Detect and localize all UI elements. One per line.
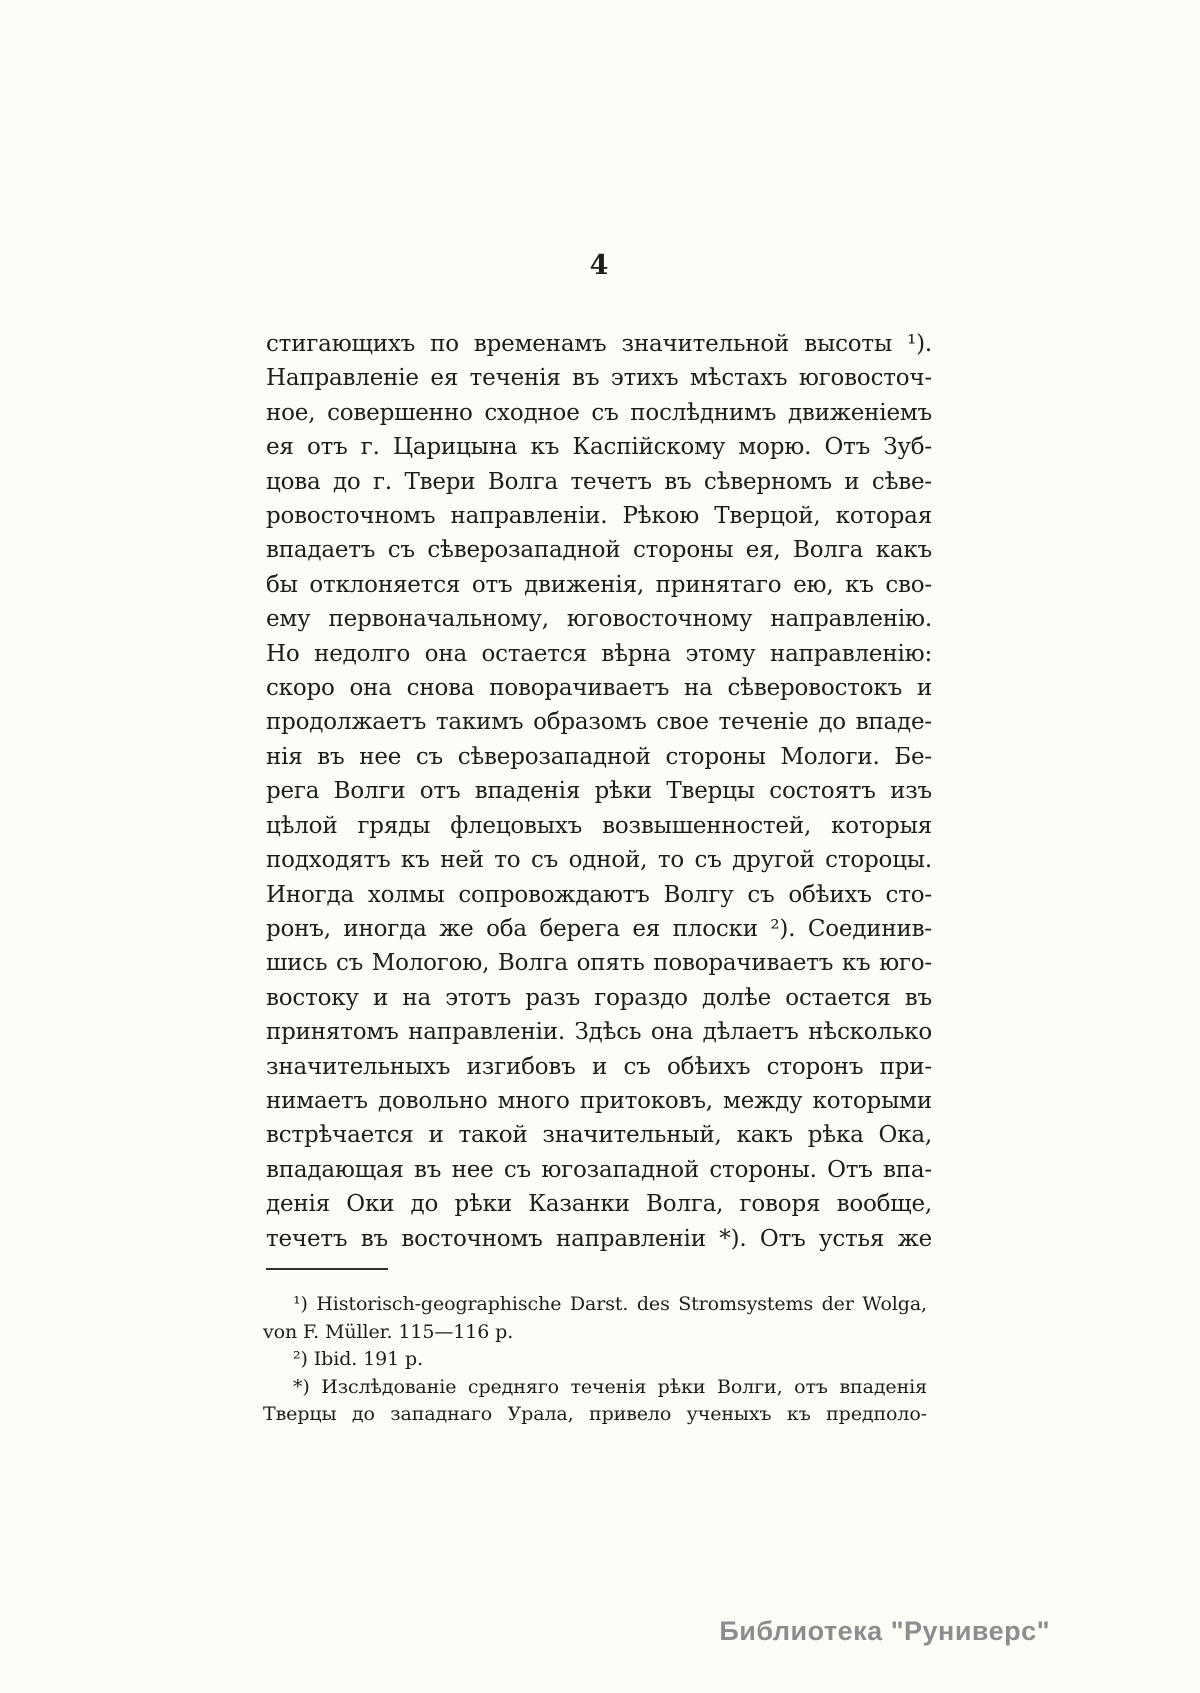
text-line: Иногда холмы сопровождаютъ Волгу съ обѣихъ сто-: [266, 881, 932, 908]
footnote-separator-rule: [266, 1268, 388, 1270]
footnote-line: Тверцы до западнаго Урала, привело ученыхъ къ предполо-: [263, 1403, 927, 1426]
text-line: Направленіе ея теченія въ этихъ мѣстахъ юговосточ-: [266, 365, 932, 392]
text-line: подходятъ къ ней то съ одной, то съ другой стороцы.: [266, 847, 932, 874]
text-line: Но недолго она остается вѣрна этому направленію:: [266, 640, 932, 667]
footnote-line: *) Изслѣдованіе средняго теченія рѣки Волги, отъ впаденія: [293, 1375, 927, 1398]
footnotes-block: [263, 1291, 927, 1429]
text-line: впадаетъ съ сѣверозападной стороны ея, Волга какъ: [266, 537, 932, 564]
footnote-line: von F. Müller. 115—116 p.: [263, 1320, 514, 1343]
text-line: рега Волги отъ впаденія рѣки Тверцы состоятъ изъ: [266, 778, 932, 805]
text-line: продолжаетъ такимъ образомъ свое теченіе до впаде-: [266, 709, 932, 736]
text-line: ему первоначальному, юговосточному направленію.: [266, 606, 932, 633]
text-line: цова до г. Твери Волга течетъ въ сѣверномъ и сѣве-: [266, 468, 932, 495]
text-line: принятомъ направленіи. Здѣсь она дѣлаетъ нѣсколько: [266, 1019, 932, 1046]
text-line: ровосточномъ направленіи. Рѣкою Тверцой, которая: [266, 503, 932, 530]
text-line: бы отклоняется отъ движенія, принятаго ею, къ сво-: [266, 571, 932, 598]
text-line: шись съ Мологою, Волга опять поворачиваетъ къ юго-: [266, 950, 932, 977]
main-text-block: [266, 327, 932, 1256]
text-line: встрѣчается и такой значительный, какъ рѣка Ока,: [266, 1122, 932, 1149]
text-line: ное, совершенно сходное съ послѣднимъ движеніемъ: [266, 399, 932, 426]
text-line: скоро она снова поворачиваетъ на сѣверовостокъ и: [266, 675, 932, 702]
library-watermark: Библиотека "Руниверс": [719, 1616, 1050, 1646]
text-line: ея отъ г. Царицына къ Каспійскому морю. Отъ Зуб-: [266, 434, 932, 461]
footnote-line: ²) Ibid. 191 p.: [293, 1348, 424, 1371]
text-line: нимаетъ довольно много притоковъ, между которыми: [266, 1087, 932, 1114]
text-line: значительныхъ изгибовъ и съ обѣихъ сторонъ при-: [266, 1053, 932, 1080]
text-line: востоку и на этотъ разъ гораздо долѣе остается въ: [266, 984, 932, 1011]
page-number: 4: [589, 250, 609, 281]
text-line: нія въ нее съ сѣверозападной стороны Мологи. Бе-: [266, 743, 932, 770]
footnote-line: ¹) Historisch-geographische Darst. des Stromsystems der Wolga,: [293, 1293, 927, 1315]
text-line: течетъ въ восточномъ направленіи *). Отъ устья же: [266, 1225, 932, 1252]
text-line: стигающихъ по временамъ значительной высоты ¹).: [266, 331, 932, 357]
text-line: цѣлой гряды флецовыхъ возвышенностей, которыя: [266, 812, 932, 839]
text-line: денія Оки до рѣки Казанки Волга, говоря вообще,: [266, 1191, 932, 1218]
text-line: впадающая въ нее съ югозападной стороны. Отъ впа-: [266, 1156, 932, 1183]
text-line: ронъ, иногда же оба берега ея плоски ²). Соединив-: [266, 915, 932, 942]
